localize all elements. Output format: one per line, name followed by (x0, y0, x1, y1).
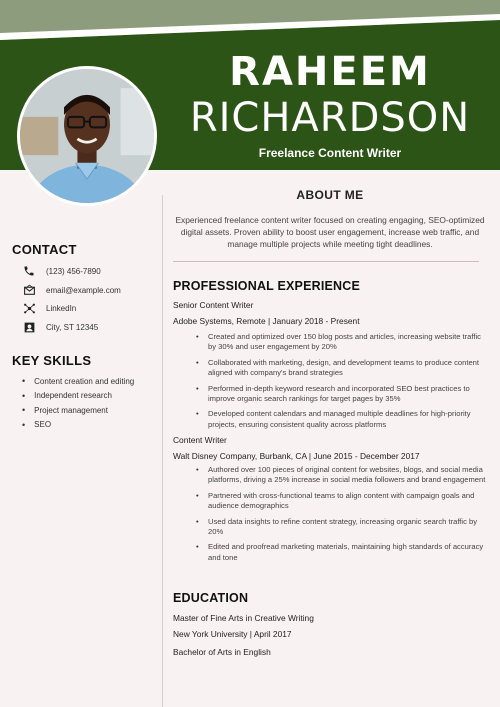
list-item: • SEO (22, 418, 134, 433)
list-item: • Independent research (22, 389, 134, 404)
email-text[interactable]: email@example.com (46, 285, 121, 295)
job-bullets (196, 332, 486, 435)
first-name: RAHEEM (229, 49, 431, 95)
last-name: RICHARDSON (189, 95, 471, 141)
linkedin-text[interactable]: LinkedIn (46, 303, 77, 313)
skills-heading: KEY SKILLS (12, 353, 92, 368)
job-meta: Adobe Systems, Remote | January 2018 - Present (173, 316, 360, 326)
person-portrait-icon (20, 69, 154, 203)
list-item: • Collaborated with marketing, design, and development teams to produce content aligned with company's brand strategies (196, 358, 486, 379)
contact-linkedin[interactable] (22, 300, 76, 316)
about-text: Experienced freelance content writer focused on creating engaging, SEO-optimized digital assets. Proven ability to boost user engagement, increase web traffic, and manage multiple projects while meeting tight deadlines. (175, 215, 485, 250)
list-item: • Performed in-depth keyword research and incorporated SEO best practices to improve organic search rankings for target pages by 35% (196, 384, 486, 405)
list-item: • Authored over 100 pieces of original content for websites, blogs, and social media platforms, driving a 25% increase in social media followers and brand engagement (196, 465, 486, 486)
email-icon (22, 283, 36, 297)
degree-bachelors: Bachelor of Arts in English (173, 647, 271, 657)
list-item: • Used data insights to refine content strategy, increasing organic search traffic by 20% (196, 517, 486, 538)
job-title: Senior Content Writer (173, 300, 254, 310)
list-item: • Edited and proofread marketing materials, maintaining high standards of accuracy and tone (196, 542, 486, 563)
phone-text: (123) 456-7890 (46, 266, 101, 276)
list-item: • Developed content calendars and managed multiple deadlines for high-priority projects, ensuring consistent quality across platforms (196, 409, 486, 430)
location-icon (22, 320, 36, 334)
column-divider (162, 195, 163, 707)
job-bullets (196, 465, 486, 568)
list-item: • Partnered with cross-functional teams to align content with campaign goals and audience demographics (196, 491, 486, 512)
contact-email[interactable] (22, 282, 121, 298)
list-item: • Content creation and editing (22, 374, 134, 389)
job-meta: Walt Disney Company, Burbank, CA | June 2015 - December 2017 (173, 451, 420, 461)
about-heading: ABOUT ME (296, 188, 364, 202)
linkedin-icon (22, 301, 36, 315)
degree-masters: Master of Fine Arts in Creative Writing (173, 613, 314, 623)
contact-location (22, 319, 98, 335)
job-title: Content Writer (173, 435, 227, 445)
contact-heading: CONTACT (12, 242, 77, 257)
location-text: City, ST 12345 (46, 322, 99, 332)
job-role: Freelance Content Writer (258, 146, 402, 160)
phone-icon (22, 264, 36, 278)
list-item: • Created and optimized over 150 blog posts and articles, increasing website traffic by 30% and user engagement by 20% (196, 332, 486, 353)
contact-phone (22, 263, 101, 279)
school-masters: New York University | April 2017 (173, 629, 292, 639)
list-item: • Project management (22, 403, 134, 418)
profile-photo (17, 66, 157, 206)
section-divider (173, 261, 479, 262)
experience-heading: PROFESSIONAL EXPERIENCE (173, 279, 361, 293)
skills-list (22, 374, 134, 432)
education-heading: EDUCATION (173, 591, 249, 605)
